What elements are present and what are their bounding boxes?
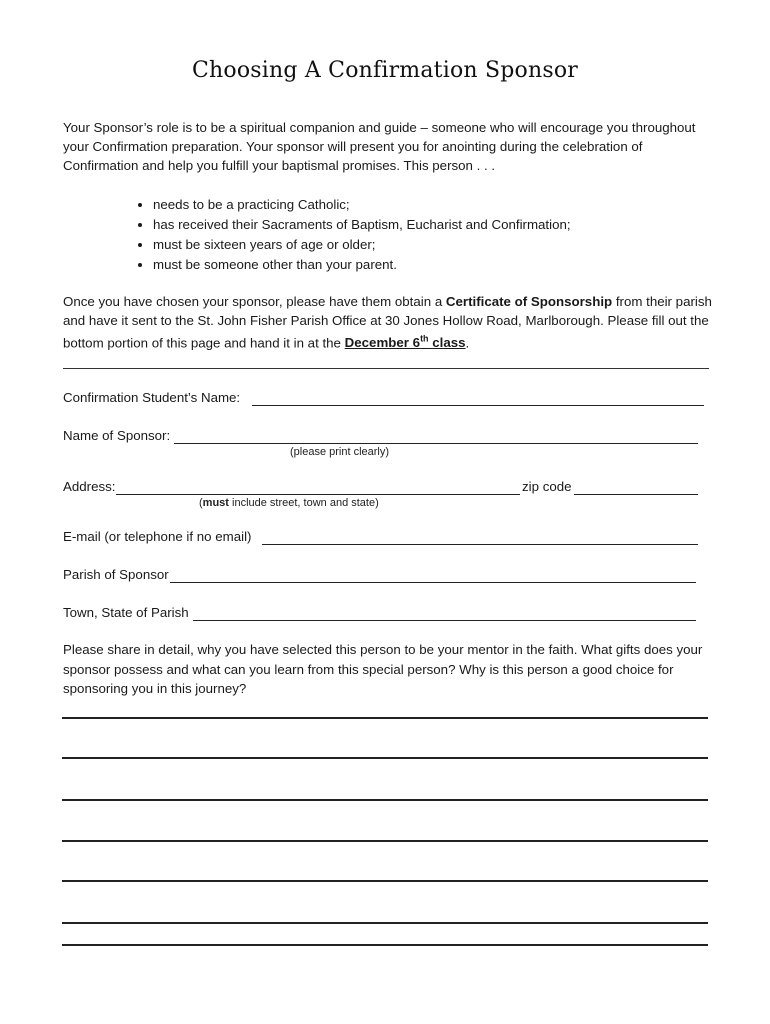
sponsor-name-hint: (please print clearly) — [290, 446, 390, 458]
email-label: E-mail (or telephone if no email) — [63, 529, 252, 544]
deadline-class: class — [428, 335, 466, 351]
requirement-item: • must be sixteen years of age or older; — [153, 235, 713, 255]
certificate-text-1: Once you have chosen your sponsor, please have them obtain a — [63, 294, 446, 309]
answer-line[interactable] — [62, 757, 708, 759]
hint-paren: ( — [199, 497, 203, 509]
deadline — [345, 335, 466, 350]
certificate-text-2: from their parish and have it sent to the St. John Fisher Parish Office at 30 Jones Hollow Road, Marlborough. Please fill out the bottom portion of this page and hand it in at the — [63, 294, 712, 351]
deadline-ordinal: th — [420, 334, 429, 344]
answer-line[interactable] — [62, 840, 708, 842]
parish-field[interactable] — [170, 582, 696, 583]
address-hint — [199, 497, 379, 509]
intro-paragraph: Your Sponsor’s role is to be a spiritual companion and guide – someone who will encourage you throughout your Confirmation preparation. Your sponsor will present you for anointing during the celebration of Confirmation and help you fulfill your baptismal promises. This person . . . — [63, 120, 696, 173]
answer-line[interactable] — [62, 799, 708, 801]
email-field[interactable] — [262, 544, 698, 545]
page-title: Choosing A Confirmation Sponsor — [192, 58, 578, 83]
section-divider — [63, 368, 709, 369]
town-field[interactable] — [193, 620, 696, 621]
student-name-label: Confirmation Student’s Name: — [63, 390, 241, 405]
sponsor-name-field[interactable] — [174, 443, 698, 444]
period: . — [465, 335, 470, 351]
requirement-item: • has received their Sacraments of Baptism, Eucharist and Confirmation; — [153, 215, 713, 235]
address-field[interactable] — [116, 494, 520, 495]
sponsor-name-label: Name of Sponsor: — [63, 428, 171, 443]
requirement-item: • needs to be a practicing Catholic; — [153, 195, 713, 215]
hint-rest: include street, town and state) — [228, 497, 379, 509]
parish-label: Parish of Sponsor — [63, 567, 169, 582]
requirement-item: • must be someone other than your parent. — [153, 255, 713, 275]
share-prompt: Please share in detail, why you have selected this person to be your mentor in the faith. What gifts does your sponsor possess and what can you learn from this special person? Why is this person a good choice for sponsoring you in this journey? — [63, 642, 703, 696]
zip-code-field[interactable] — [574, 494, 698, 495]
student-name-field[interactable] — [252, 405, 704, 406]
town-label: Town, State of Parish — [63, 605, 189, 620]
answer-line[interactable] — [62, 880, 708, 882]
answer-line[interactable] — [62, 944, 708, 946]
zip-code-label: zip code — [522, 479, 572, 494]
certificate-paragraph — [63, 292, 713, 352]
deadline-date: December 6 — [344, 335, 421, 351]
answer-line[interactable] — [62, 922, 708, 924]
answer-line[interactable] — [62, 717, 708, 719]
certificate-of-sponsorship: Certificate of Sponsorship — [445, 294, 613, 309]
requirements-list — [118, 195, 713, 275]
hint-must: must — [202, 497, 229, 509]
address-label: Address: — [63, 479, 116, 494]
